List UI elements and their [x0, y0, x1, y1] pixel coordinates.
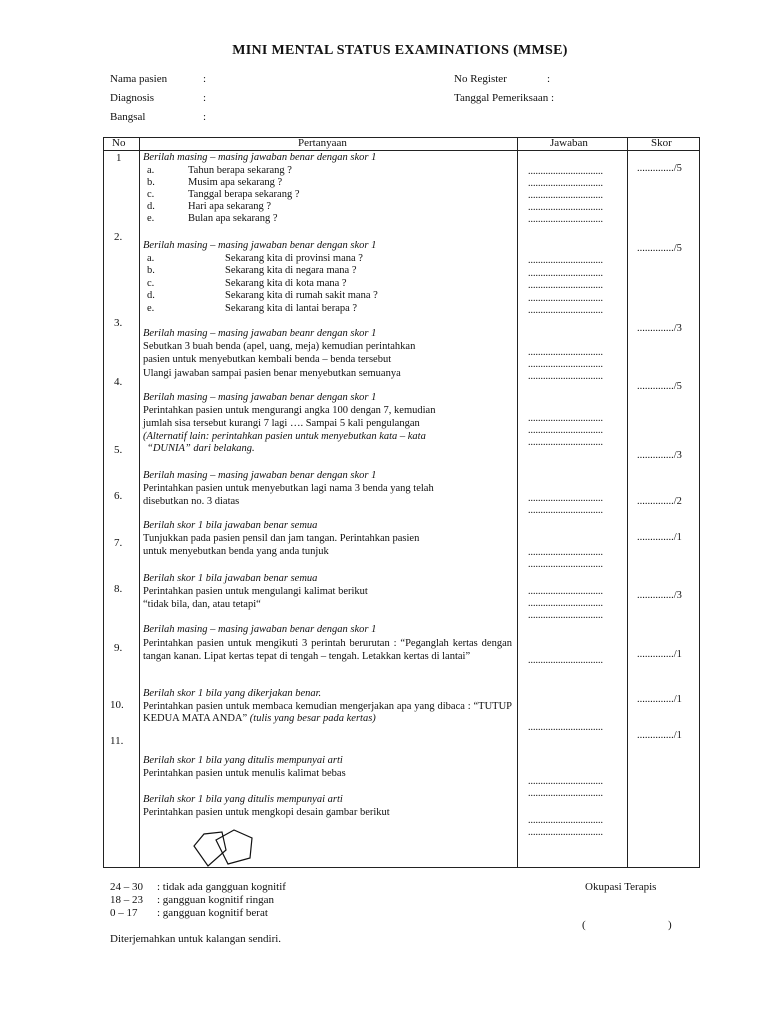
answer-line[interactable]: .............................. — [528, 815, 603, 826]
question-instruction: Berilah skor 1 bila yang ditulis mempunyai arti — [143, 755, 343, 766]
col-header-no: No — [112, 137, 126, 149]
answer-line[interactable]: .............................. — [528, 559, 603, 570]
answer-line[interactable]: .............................. — [528, 347, 603, 358]
question-text: pasien untuk menyebutkan kembali benda – benda tersebut — [143, 354, 392, 365]
col-header-jawaban: Jawaban — [550, 137, 588, 149]
sub-item-letter: c. — [147, 278, 155, 289]
legend-range: 24 – 30 — [110, 881, 143, 893]
sub-item-text: Sekarang kita di rumah sakit mana ? — [225, 290, 378, 301]
score-field[interactable]: ............../3 — [637, 323, 682, 334]
sub-item-text: Bulan apa sekarang ? — [188, 213, 278, 224]
question-text: Perintahkan pasien untuk mengurangi angka 100 dengan 7, kemudian — [143, 405, 436, 416]
question-text: Sebutkan 3 buah benda (apel, uang, meja) kemudian perintahkan — [143, 341, 416, 352]
sub-item-text: Sekarang kita di kota mana ? — [225, 278, 347, 289]
question-text: Perintahkan pasien untuk mengulangi kalimat berikut — [143, 586, 368, 597]
answer-line[interactable]: .............................. — [528, 437, 603, 448]
question-instruction: Berilah skor 1 bila yang ditulis mempunyai arti — [143, 794, 343, 805]
colon: : — [203, 111, 207, 123]
sub-item-text: Sekarang kita di lantai berapa ? — [225, 303, 358, 314]
answer-line[interactable]: .............................. — [528, 776, 603, 787]
answer-line[interactable]: .............................. — [528, 255, 603, 266]
page-title: MINI MENTAL STATUS EXAMINATIONS (MMSE) — [232, 43, 568, 58]
copy-design-figure — [190, 826, 265, 871]
sub-item-letter: d. — [147, 201, 155, 212]
label-nama-pasien: Nama pasien — [110, 73, 168, 85]
answer-line[interactable]: .............................. — [528, 493, 603, 504]
sub-item-text: Hari apa sekarang ? — [188, 201, 272, 212]
answer-line[interactable]: .............................. — [528, 268, 603, 279]
row-number: 5. — [114, 444, 123, 456]
score-field[interactable]: ............../1 — [637, 649, 682, 660]
question-text: Perintahkan pasien untuk membaca kemudian mengerjakan apa yang dibaca : “TUTUP KEDUA MATA ANDA” — [143, 701, 512, 724]
question-text: Tunjukkan pada pasien pensil dan jam tangan. Perintahkan pasien — [143, 533, 420, 544]
question-instruction: Berilah masing – masing jawaban benar dengan skor 1 — [143, 392, 377, 403]
colon: : — [547, 73, 551, 85]
score-field[interactable]: ............../5 — [637, 163, 682, 174]
score-field[interactable]: ............../1 — [637, 532, 682, 543]
answer-line[interactable]: .............................. — [528, 547, 603, 558]
row-number: 10. — [110, 699, 124, 711]
answer-line[interactable]: .............................. — [528, 722, 603, 733]
score-field[interactable]: ............../3 — [637, 450, 682, 461]
col-header-skor: Skor — [651, 137, 672, 149]
sub-item-letter: b. — [147, 177, 155, 188]
question-text: jumlah sisa tersebut kurangi 7 lagi …. Sampai 5 kali pengulangan — [143, 418, 420, 429]
row-number: 11. — [110, 735, 124, 747]
question-instruction: Berilah skor 1 bila jawaban benar semua — [143, 520, 318, 531]
sub-item-letter: e. — [147, 303, 155, 314]
signature-paren-close: ) — [668, 919, 672, 931]
row-number: 8. — [114, 583, 123, 595]
score-field[interactable]: ............../1 — [637, 694, 682, 705]
question-instruction: Berilah skor 1 bila yang dikerjakan benar. — [143, 688, 322, 699]
sub-item-text: Tanggal berapa sekarang ? — [188, 189, 300, 200]
score-field[interactable]: ............../5 — [637, 243, 682, 254]
label-bangsal: Bangsal — [110, 111, 146, 123]
answer-line[interactable]: .............................. — [528, 190, 603, 201]
question-text: “DUNIA” dari belakang. — [147, 443, 255, 454]
question-text: untuk menyebutkan benda yang anda tunjuk — [143, 546, 329, 557]
col-divider — [139, 138, 140, 867]
question-text: “tidak bila, dan, atau tetapi“ — [143, 599, 261, 610]
question-text: (Alternatif lain: perintahkan pasien untuk menyebutkan kata – kata — [143, 431, 426, 442]
answer-line[interactable]: .............................. — [528, 178, 603, 189]
row-number: 6. — [114, 490, 123, 502]
row-number: 7. — [114, 537, 123, 549]
answer-line[interactable]: .............................. — [528, 425, 603, 436]
header-divider — [104, 150, 699, 151]
answer-line[interactable]: .............................. — [528, 505, 603, 516]
question-text: Perintahkan pasien untuk menulis kalimat bebas — [143, 768, 346, 779]
question-instruction: Berilah skor 1 bila jawaban benar semua — [143, 573, 318, 584]
legend-desc: : tidak ada gangguan kognitif — [157, 881, 286, 893]
legend-range: 0 – 17 — [110, 907, 138, 919]
sub-item-letter: a. — [147, 165, 155, 176]
legend-desc: : gangguan kognitif ringan — [157, 894, 275, 906]
answer-line[interactable]: .............................. — [528, 305, 603, 316]
col-divider — [627, 138, 628, 867]
score-field[interactable]: ............../2 — [637, 496, 682, 507]
sub-item-letter: e. — [147, 213, 155, 224]
label-diagnosis: Diagnosis — [110, 92, 154, 104]
question-text: Perintahkan pasien untuk mengikuti 3 perintah berurutan : “Peganglah kertas dengan tangan kanan. Lipat kertas tepat di tengah – tengah. Letakkan kertas di lantai” — [143, 638, 512, 662]
sub-item-letter: a. — [147, 253, 155, 264]
row-number: 9. — [114, 642, 123, 654]
sub-item-text: Sekarang kita di negara mana ? — [225, 265, 357, 276]
question-instruction: Berilah masing – masing jawaban benar dengan skor 1 — [143, 152, 377, 163]
answer-line[interactable]: .............................. — [528, 610, 603, 621]
question-text-block — [143, 701, 512, 725]
answer-line[interactable]: .............................. — [528, 413, 603, 424]
score-field[interactable]: ............../1 — [637, 730, 682, 741]
answer-line[interactable]: .............................. — [528, 586, 603, 597]
signature-paren-open: ( — [582, 919, 586, 931]
colon: : — [203, 73, 207, 85]
answer-line[interactable]: .............................. — [528, 280, 603, 291]
sub-item-text: Sekarang kita di provinsi mana ? — [225, 253, 363, 264]
question-text: Perintahkan pasien untuk mengkopi desain gambar berikut — [143, 807, 390, 818]
answer-line[interactable]: .............................. — [528, 655, 603, 666]
answer-line[interactable]: .............................. — [528, 359, 603, 370]
okupasi-terapis-label: Okupasi Terapis — [585, 881, 657, 893]
answer-line[interactable]: .............................. — [528, 827, 603, 838]
sub-item-letter: d. — [147, 290, 155, 301]
sub-item-letter: c. — [147, 189, 155, 200]
score-field[interactable]: ............../3 — [637, 590, 682, 601]
answer-line[interactable]: .............................. — [528, 202, 603, 213]
question-instruction: Berilah masing – masing jawaban benar dengan skor 1 — [143, 624, 377, 635]
legend-range: 18 – 23 — [110, 894, 143, 906]
sub-item-text: Tahun berapa sekarang ? — [188, 165, 292, 176]
row-number: 4. — [114, 376, 123, 388]
question-text: Perintahkan pasien untuk menyebutkan lagi nama 3 benda yang telah — [143, 483, 434, 494]
question-instruction: Berilah masing – masing jawaban beanr dengan skor 1 — [143, 328, 377, 339]
answer-line[interactable]: .............................. — [528, 214, 603, 225]
colon: : — [203, 92, 207, 104]
legend-desc: : gangguan kognitif berat — [157, 907, 268, 919]
label-tanggal-pemeriksaan: Tanggal Pemeriksaan : — [454, 92, 555, 104]
col-divider — [517, 138, 518, 867]
answer-line[interactable]: .............................. — [528, 788, 603, 799]
row-number: 3. — [114, 317, 123, 329]
sub-item-letter: b. — [147, 265, 155, 276]
sub-item-text: Musim apa sekarang ? — [188, 177, 283, 188]
answer-line[interactable]: .............................. — [528, 293, 603, 304]
question-note: (tulis yang besar pada kertas) — [249, 713, 376, 724]
question-instruction: Berilah masing – masing jawaban benar dengan skor 1 — [143, 240, 377, 251]
answer-line[interactable]: .............................. — [528, 598, 603, 609]
footer-note: Diterjemahkan untuk kalangan sendiri. — [110, 933, 282, 945]
row-number: 2. — [114, 231, 123, 243]
question-text: disebutkan no. 3 diatas — [143, 496, 240, 507]
question-text: Ulangi jawaban sampai pasien benar menyebutkan semuanya — [143, 368, 401, 379]
score-field[interactable]: ............../5 — [637, 381, 682, 392]
row-number: 1 — [116, 152, 122, 164]
col-header-pertanyaan: Pertanyaan — [298, 137, 347, 149]
question-instruction: Berilah masing – masing jawaban benar dengan skor 1 — [143, 470, 377, 481]
label-no-register: No Register — [454, 73, 507, 85]
answer-line[interactable]: .............................. — [528, 371, 603, 382]
answer-line[interactable]: .............................. — [528, 166, 603, 177]
